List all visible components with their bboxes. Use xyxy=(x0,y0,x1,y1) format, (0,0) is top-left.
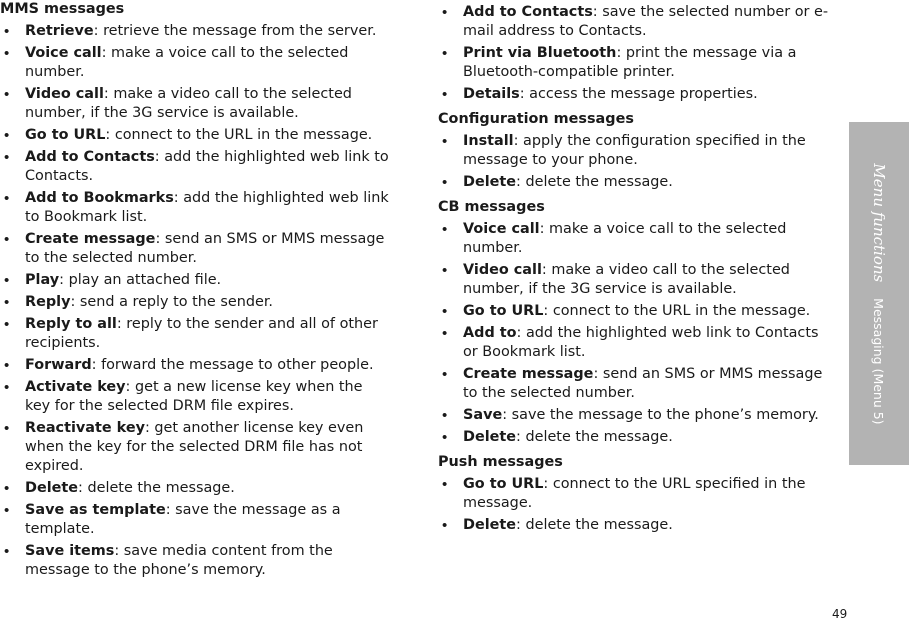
right-column xyxy=(438,0,836,537)
option-description: : make a video call to the selected number, if the 3G service is available. xyxy=(463,262,790,297)
option-item xyxy=(438,220,836,258)
option-item xyxy=(0,126,392,145)
option-item xyxy=(438,85,836,104)
option-item xyxy=(438,44,836,82)
option-item xyxy=(0,44,392,82)
option-term: Go to URL xyxy=(463,476,544,492)
option-description: : send a reply to the sender. xyxy=(70,294,273,310)
section-title: Menu functions xyxy=(870,162,888,282)
option-item xyxy=(438,516,836,535)
option-term: Create message xyxy=(463,366,594,382)
option-item xyxy=(0,271,392,290)
option-item xyxy=(0,85,392,123)
option-term: Delete xyxy=(463,174,517,190)
mms-options-list-continued xyxy=(438,3,836,104)
mms-messages-heading: MMS messages xyxy=(0,1,125,17)
option-term: Video call xyxy=(463,262,542,278)
option-description: : add the highlighted web link to Bookmark list. xyxy=(25,190,389,225)
option-description: : add the highlighted web link to Contacts or Bookmark list. xyxy=(463,325,819,360)
option-description: : save the selected number or e-mail address to Contacts. xyxy=(463,4,829,39)
option-description: : get a new license key when the key for the selected DRM file expires. xyxy=(25,379,363,414)
option-item xyxy=(438,132,836,170)
option-term: Go to URL xyxy=(25,127,106,143)
option-item xyxy=(438,365,836,403)
option-term: Add to Bookmarks xyxy=(25,190,174,206)
option-item xyxy=(438,324,836,362)
option-item xyxy=(0,293,392,312)
section-side-tab xyxy=(849,122,909,465)
option-item xyxy=(0,419,392,476)
option-description: : forward the message to other people. xyxy=(91,357,374,373)
subsection-title: Messaging (Menu 5) xyxy=(871,297,886,425)
option-term: Go to URL xyxy=(463,303,544,319)
option-item xyxy=(438,261,836,299)
option-term: Delete xyxy=(463,517,517,533)
option-item xyxy=(0,378,392,416)
option-item xyxy=(0,230,392,268)
option-description: : make a voice call to the selected number. xyxy=(25,45,349,80)
option-term: Reply to all xyxy=(25,316,117,332)
option-description: : send an SMS or MMS message to the selected number. xyxy=(463,366,823,401)
push-options-list xyxy=(438,475,836,535)
option-term: Add to xyxy=(463,325,517,341)
option-description: : connect to the URL in the message. xyxy=(105,127,373,143)
option-description: : connect to the URL specified in the message. xyxy=(463,476,806,511)
option-description: : delete the message. xyxy=(516,429,673,445)
option-description: : get another license key even when the key for the selected DRM file has not expired. xyxy=(25,420,364,474)
option-term: Save items xyxy=(25,543,115,559)
cb-options-list xyxy=(438,220,836,447)
push-messages-heading: Push messages xyxy=(438,454,563,470)
option-description: : save media content from the message to the phone’s memory. xyxy=(25,543,333,578)
page-number: 49 xyxy=(832,607,848,621)
option-item xyxy=(0,22,392,41)
option-term: Activate key xyxy=(25,379,126,395)
option-term: Create message xyxy=(25,231,156,247)
option-item xyxy=(438,428,836,447)
option-description: : make a video call to the selected number, if the 3G service is available. xyxy=(25,86,352,121)
option-term: Voice call xyxy=(25,45,102,61)
option-term: Install xyxy=(463,133,514,149)
option-term: Add to Contacts xyxy=(25,149,155,165)
option-description: : access the message properties. xyxy=(519,86,758,102)
option-description: : add the highlighted web link to Contacts. xyxy=(25,149,389,184)
option-description: : retrieve the message from the server. xyxy=(93,23,377,39)
option-description: : reply to the sender and all of other recipients. xyxy=(25,316,378,351)
option-description: : delete the message. xyxy=(78,480,235,496)
option-item xyxy=(438,475,836,513)
option-description: : save the message to the phone’s memory. xyxy=(502,407,819,423)
option-description: : delete the message. xyxy=(516,174,673,190)
cb-messages-heading: CB messages xyxy=(438,199,545,215)
option-term: Details xyxy=(463,86,520,102)
option-item xyxy=(0,479,392,498)
side-tab-text xyxy=(870,163,888,424)
option-description: : play an attached file. xyxy=(59,272,222,288)
option-item xyxy=(0,189,392,227)
option-item xyxy=(0,315,392,353)
option-term: Reactivate key xyxy=(25,420,145,436)
mms-options-list xyxy=(0,22,392,580)
option-item xyxy=(0,501,392,539)
option-description: : apply the configuration specified in the message to your phone. xyxy=(463,133,806,168)
option-description: : make a voice call to the selected number. xyxy=(463,221,787,256)
option-item xyxy=(438,3,836,41)
option-term: Delete xyxy=(25,480,79,496)
option-description: : connect to the URL in the message. xyxy=(543,303,811,319)
option-description: : delete the message. xyxy=(516,517,673,533)
option-term: Save xyxy=(463,407,503,423)
option-term: Delete xyxy=(463,429,517,445)
option-term: Reply xyxy=(25,294,71,310)
option-term: Print via Bluetooth xyxy=(463,45,617,61)
option-description: : save the message as a template. xyxy=(25,502,341,537)
option-description: : print the message via a Bluetooth-compatible printer. xyxy=(463,45,797,80)
option-item xyxy=(0,542,392,580)
option-item xyxy=(0,356,392,375)
option-term: Add to Contacts xyxy=(463,4,593,20)
option-term: Play xyxy=(25,272,60,288)
option-item xyxy=(438,173,836,192)
option-term: Voice call xyxy=(463,221,540,237)
configuration-messages-heading: Configuration messages xyxy=(438,111,634,127)
option-term: Retrieve xyxy=(25,23,94,39)
configuration-options-list xyxy=(438,132,836,192)
option-term: Save as template xyxy=(25,502,166,518)
left-column xyxy=(0,0,392,582)
option-term: Forward xyxy=(25,357,92,373)
option-item xyxy=(0,148,392,186)
option-description: : send an SMS or MMS message to the selected number. xyxy=(25,231,385,266)
option-item xyxy=(438,406,836,425)
option-term: Video call xyxy=(25,86,104,102)
option-item xyxy=(438,302,836,321)
